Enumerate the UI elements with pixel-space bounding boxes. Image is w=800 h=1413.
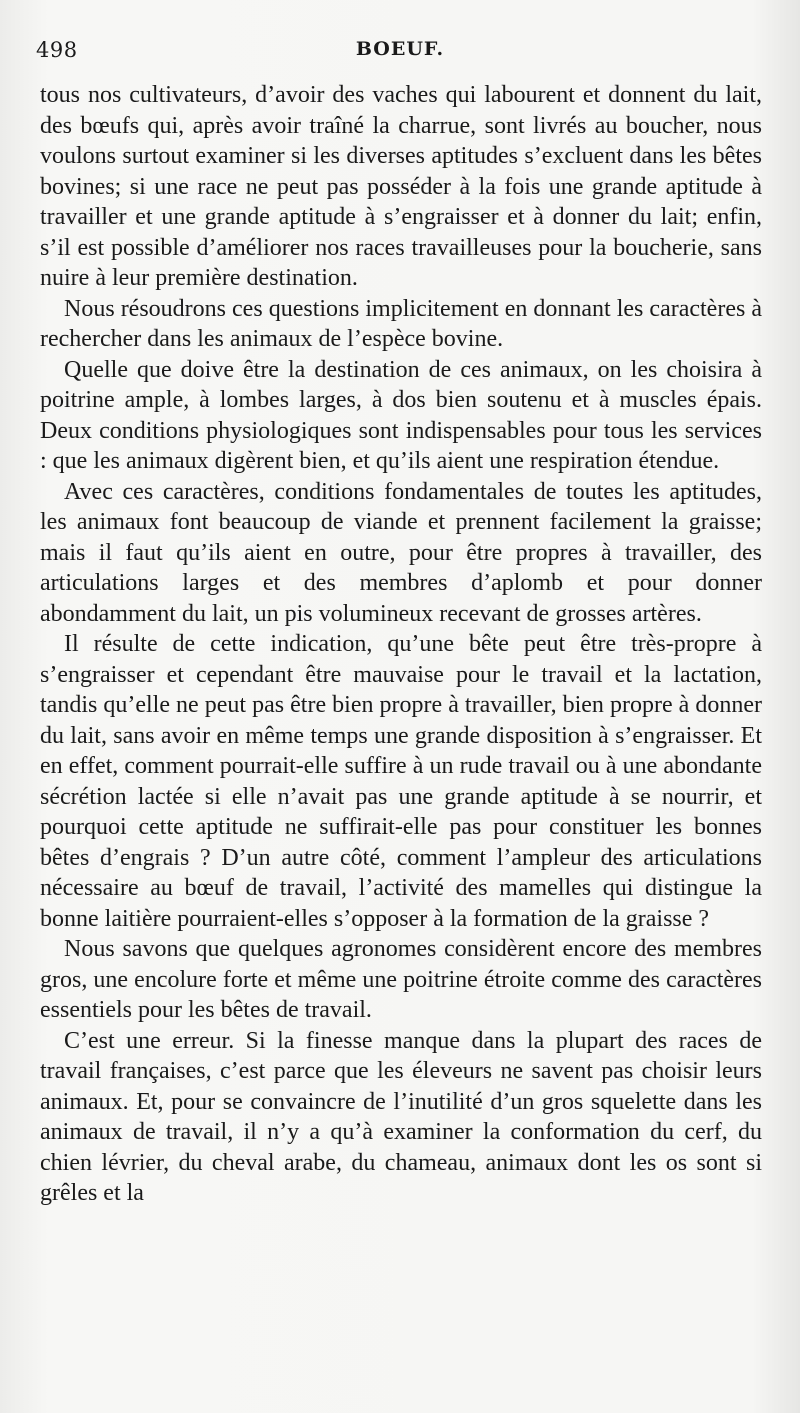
running-title: BOEUF.: [355, 38, 445, 60]
page-number: 498: [36, 38, 78, 62]
body-text: [40, 80, 762, 1209]
paragraph: tous nos cultivateurs, d’avoir des vaches qui labourent et donnent du lait, des bœufs qui, après avoir traîné la charrue, sont livrés au boucher, nous voulons surtout examiner si les diverses aptitudes s’excluent dans les bêtes bovines; si une race ne peut pas posséder à la fois une grande aptitude à travailler et une grande aptitude à s’engraisser et à donner du lait; enfin, s’il est possible d’améliorer nos races travailleuses pour la boucherie, sans nuire à leur première destination.: [40, 82, 762, 291]
paragraph: Il résulte de cette indication, qu’une bête peut être très-propre à s’engraisser et cependant être mauvaise pour le travail et la lactation, tandis qu’elle ne peut pas être bien propre à travailler, bien propre à donner du lait, sans avoir en même temps une grande disposition à s’engraisser. Et en effet, comment pourrait-elle suffire à un rude travail ou à une abondante sécrétion lactée si elle n’avait pas une grande aptitude à se nourrir, et pourquoi cette aptitude ne suffirait-elle pas pour constituer les bonnes bêtes d’engrais ? D’un autre côté, comment l’ampleur des articulations nécessaire au bœuf de travail, l’activité des mamelles qui distingue la bonne laitière pourraient-elles s’opposer à la formation de la graisse ?: [40, 631, 762, 932]
paragraph: C’est une erreur. Si la finesse manque dans la plupart des races de travail françaises, c’est parce que les éleveurs ne savent pas choisir leurs animaux. Et, pour se convaincre de l’inutilité d’un gros squelette dans les animaux de travail, il n’y a qu’à examiner la conformation du cerf, du chien lévrier, du cheval arabe, du chameau, animaux dont les os sont si grêles et la: [40, 1027, 762, 1206]
page-header: [36, 38, 764, 68]
paragraph: Quelle que doive être la destination de ces animaux, on les choisira à poitrine ample, à lombes larges, à dos bien soutenu et à muscles épais. Deux conditions physiologiques sont indispensables pour tous les services : que les animaux digèrent bien, et qu’ils aient une respiration étendue.: [40, 356, 762, 474]
paragraph: Nous savons que quelques agronomes considèrent encore des membres gros, une encolure forte et même une poitrine étroite comme des caractères essentiels pour les bêtes de travail.: [40, 936, 762, 1023]
paragraph: Nous résoudrons ces questions implicitement en donnant les caractères à rechercher dans les animaux de l’espèce bovine.: [40, 295, 762, 352]
paragraph: Avec ces caractères, conditions fondamentales de toutes les aptitudes, les animaux font beaucoup de viande et prennent facilement la graisse; mais il faut qu’ils aient en outre, pour être propres à travailler, des articulations larges et des membres d’aplomb et pour donner abondamment du lait, un pis volumineux recevant de grosses artères.: [40, 478, 762, 627]
